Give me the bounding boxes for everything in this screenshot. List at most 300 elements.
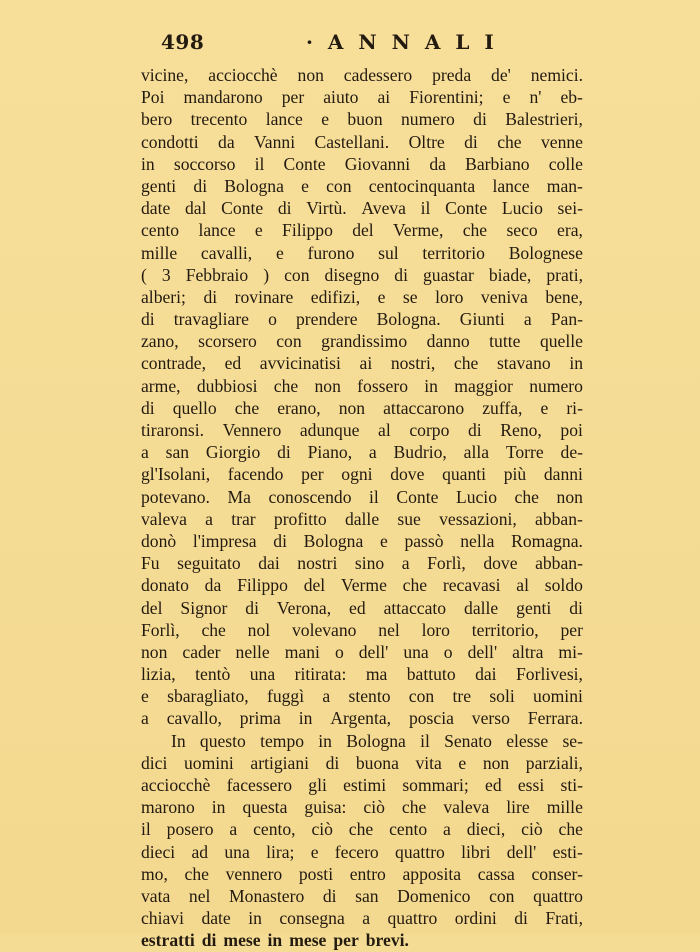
- word: ad: [191, 841, 209, 862]
- word: vennero: [225, 863, 283, 884]
- word: Piano,: [307, 442, 353, 463]
- word: nostri,: [390, 353, 436, 374]
- word: il: [420, 198, 431, 219]
- word: di: [277, 198, 292, 219]
- word: seguitato: [177, 553, 241, 574]
- word: mandarono: [183, 87, 263, 108]
- word: al: [516, 575, 529, 596]
- word: di: [141, 397, 155, 418]
- word: di: [273, 530, 287, 551]
- word: e: [310, 841, 319, 862]
- word: man-: [546, 175, 583, 196]
- text-line: [141, 707, 583, 729]
- text-line: [141, 286, 583, 308]
- word: mo,: [141, 863, 168, 884]
- text-line: [141, 619, 583, 641]
- word: elesse: [506, 730, 549, 751]
- word: di: [193, 175, 208, 196]
- word: dieci,: [466, 819, 506, 840]
- word: vita: [415, 752, 442, 773]
- word: Verona,: [276, 597, 332, 618]
- word: mille: [141, 242, 178, 263]
- word: facendo: [227, 464, 284, 485]
- word: de': [491, 65, 511, 85]
- word: e: [301, 175, 309, 196]
- word: ciò: [363, 797, 385, 818]
- word: bene,: [545, 286, 583, 307]
- word: dalle: [344, 508, 380, 529]
- word: Reno,: [500, 420, 542, 440]
- word: sei-: [557, 198, 583, 219]
- word: fuggì: [266, 686, 305, 707]
- word: dell': [467, 641, 498, 662]
- word: stavano: [496, 353, 551, 374]
- word: in: [141, 153, 155, 174]
- word: conoscendo: [268, 486, 352, 507]
- word: a: [443, 819, 451, 840]
- word: posti: [298, 863, 334, 884]
- word: o: [443, 641, 453, 662]
- word: che: [401, 797, 427, 818]
- word: questo: [199, 730, 246, 751]
- word: e: [321, 109, 330, 130]
- word: adunque: [299, 420, 360, 440]
- word: scorsero: [198, 331, 257, 352]
- word: ed: [224, 353, 242, 374]
- word: l'impresa: [192, 530, 257, 551]
- word: de-: [560, 442, 583, 463]
- word: alla: [463, 442, 490, 463]
- word: conser-: [531, 863, 583, 884]
- word: Senato: [444, 730, 492, 751]
- word: facessero: [226, 775, 293, 795]
- word: ogni: [341, 464, 373, 485]
- word: che: [273, 375, 299, 396]
- word: numero: [529, 375, 583, 396]
- word: e: [540, 397, 549, 418]
- word: quello: [172, 397, 217, 418]
- text-line: [141, 86, 583, 108]
- text-line: [141, 463, 583, 485]
- word: che: [453, 353, 479, 374]
- word: Conte: [283, 153, 326, 174]
- word: profitto: [273, 508, 327, 529]
- word: Romagna.: [511, 530, 583, 551]
- word: ri-: [566, 397, 583, 418]
- word: di: [464, 131, 478, 152]
- word: una: [403, 641, 429, 662]
- word: di: [322, 885, 337, 906]
- word: apposita: [402, 863, 462, 884]
- word: soli: [489, 686, 515, 707]
- word: a: [141, 442, 149, 463]
- word: ed: [349, 597, 366, 618]
- word: zuffa,: [482, 397, 523, 418]
- word: edifizi,: [310, 286, 361, 307]
- word: che: [348, 819, 374, 840]
- word: cento: [141, 220, 180, 241]
- word: ai: [359, 353, 373, 374]
- word: (: [141, 264, 147, 285]
- word: donò: [141, 530, 177, 551]
- word: verso: [471, 708, 510, 729]
- word: aiuto: [323, 87, 359, 108]
- word: san: [355, 885, 379, 906]
- word: per: [301, 464, 324, 485]
- word: di: [201, 930, 217, 951]
- word: Verme,: [393, 220, 444, 241]
- word: esti-: [552, 841, 583, 862]
- text-line: [141, 175, 583, 197]
- word: di: [569, 597, 583, 618]
- text-line: [141, 841, 583, 863]
- word: valeva: [141, 508, 187, 529]
- text-line: [141, 641, 583, 663]
- word: Forlì,: [427, 553, 466, 574]
- word: del: [303, 575, 326, 596]
- word: Fiorentini;: [409, 87, 484, 108]
- text-line: [141, 929, 583, 951]
- word: del: [352, 220, 374, 241]
- word: cavallo,: [166, 708, 222, 729]
- word: tre: [452, 686, 472, 707]
- word: vicine,: [141, 65, 189, 85]
- word: estratti: [141, 930, 195, 951]
- word: uomini: [183, 752, 234, 773]
- word: parziali,: [525, 752, 583, 773]
- word: nelle: [235, 641, 270, 662]
- word: nel: [378, 619, 400, 640]
- word: cassa: [477, 863, 515, 884]
- word: Giorgio: [205, 442, 261, 463]
- word: ciò: [311, 819, 333, 840]
- word: trar: [231, 508, 256, 529]
- word: a: [141, 708, 149, 729]
- word: centocinquanta: [368, 175, 476, 196]
- word: con: [408, 686, 435, 707]
- word: Bolognese: [508, 242, 583, 263]
- word: Domenico: [397, 885, 471, 906]
- word: quelle: [539, 331, 583, 352]
- word: lizia,: [141, 664, 176, 685]
- word: guisa:: [304, 797, 347, 818]
- word: Castellani.: [314, 131, 390, 152]
- word: quattro: [533, 885, 583, 906]
- text-line: [141, 730, 583, 752]
- word: Bologna: [224, 175, 284, 196]
- word: posero: [166, 819, 214, 840]
- word: prati,: [546, 264, 583, 285]
- text-line: [141, 885, 583, 907]
- text-line: [141, 597, 583, 619]
- word: Vennero: [222, 420, 282, 440]
- word: cavalli,: [200, 242, 253, 263]
- word: non: [556, 486, 583, 507]
- word: Fu: [141, 553, 160, 574]
- word: abban-: [535, 553, 583, 574]
- word: genti: [516, 597, 552, 618]
- word: in: [298, 708, 313, 729]
- word: di: [473, 109, 487, 130]
- word: Giovanni: [344, 153, 411, 174]
- word: soccorso: [173, 153, 236, 174]
- word: in: [318, 730, 332, 751]
- word: Barbiano: [465, 153, 530, 174]
- word: corpo: [409, 420, 450, 440]
- word: marono: [141, 797, 195, 818]
- word: Conte: [445, 198, 488, 219]
- word: Budrio,: [393, 442, 447, 463]
- word: mi-: [558, 641, 583, 662]
- word: da: [429, 153, 446, 174]
- word: prima: [239, 708, 281, 729]
- word: una: [224, 841, 250, 862]
- word: trecento: [190, 109, 248, 130]
- word: non: [141, 641, 168, 662]
- word: Conte: [396, 486, 439, 507]
- word: sul: [378, 242, 399, 263]
- word: nol: [247, 619, 271, 640]
- word: libri: [461, 841, 491, 862]
- word: numero: [401, 109, 455, 130]
- word: valeva: [443, 797, 490, 818]
- word: nella: [460, 530, 495, 551]
- word: lira;: [266, 841, 295, 862]
- word: a: [205, 508, 213, 529]
- word: dell': [358, 641, 389, 662]
- word: zano,: [141, 331, 179, 352]
- word: per: [560, 619, 583, 640]
- word: non: [314, 375, 341, 396]
- word: più: [503, 464, 527, 485]
- word: Bologna.: [376, 309, 441, 330]
- word: per: [333, 930, 359, 951]
- word: per: [281, 87, 305, 108]
- word: ritirata:: [294, 664, 347, 685]
- word: una: [249, 664, 276, 685]
- word: bero: [141, 109, 173, 130]
- word: Argenta,: [330, 708, 392, 729]
- text-line: [141, 907, 583, 929]
- word: e: [379, 530, 388, 551]
- word: in: [267, 930, 283, 951]
- word: passò: [404, 530, 444, 551]
- word: maggior: [454, 375, 513, 396]
- word: mese: [289, 930, 327, 951]
- word: da: [204, 575, 222, 596]
- word: e: [458, 752, 467, 773]
- text-line: [141, 308, 583, 330]
- word: essi: [517, 775, 545, 795]
- word: questa: [242, 797, 288, 818]
- word: non: [297, 65, 324, 85]
- word: ordini: [454, 908, 497, 929]
- word: il: [141, 819, 151, 840]
- word: guastar: [423, 264, 474, 285]
- word: dalle: [464, 597, 499, 618]
- word: nostri: [297, 553, 338, 574]
- word: territorio: [422, 242, 485, 263]
- word: nel: [188, 885, 211, 906]
- word: che: [514, 486, 539, 507]
- word: recavasi: [442, 575, 501, 596]
- text-line: [141, 375, 583, 397]
- word: date: [141, 198, 171, 219]
- text-line: [141, 530, 583, 552]
- text-line: [141, 508, 583, 530]
- word: dieci: [141, 841, 176, 862]
- word: prendere: [295, 309, 358, 330]
- word: cader: [182, 641, 221, 662]
- word: da: [218, 131, 235, 152]
- word: e: [502, 87, 511, 108]
- word: il: [254, 153, 265, 174]
- word: Verme: [340, 575, 387, 596]
- word: cento: [389, 819, 428, 840]
- text-line: [141, 863, 583, 885]
- word: dai: [475, 664, 497, 685]
- word: artigiani: [250, 752, 310, 773]
- text-line: [141, 685, 583, 707]
- body-text: [141, 64, 583, 952]
- word: Conte: [221, 198, 264, 219]
- text-line: [141, 352, 583, 374]
- text-line: [141, 419, 583, 441]
- word: arme,: [141, 375, 181, 396]
- word: con: [489, 885, 515, 906]
- word: attaccarono: [383, 397, 465, 418]
- text-line: [141, 264, 583, 286]
- word: Giunti: [459, 309, 505, 330]
- word: a: [362, 908, 371, 929]
- word: In: [171, 730, 186, 751]
- word: erano,: [277, 397, 321, 418]
- word: lire: [506, 797, 530, 818]
- word: ma: [365, 664, 388, 685]
- text-line: [141, 108, 583, 130]
- word: Febbraio: [185, 264, 249, 285]
- word: 3: [161, 264, 171, 285]
- word: e: [275, 242, 284, 263]
- word: Forlì,: [141, 619, 180, 640]
- word: Pan-: [550, 309, 583, 330]
- word: che: [402, 575, 428, 596]
- word: di: [141, 309, 155, 330]
- word: mille: [546, 797, 583, 818]
- word: preda: [432, 65, 472, 85]
- word: di: [468, 420, 482, 440]
- word: condotti: [141, 131, 199, 152]
- word: Filippo: [282, 220, 333, 241]
- word: quattro: [395, 841, 445, 862]
- word: a: [523, 309, 532, 330]
- word: altra: [512, 641, 544, 662]
- text-line: [141, 219, 583, 241]
- word: con: [276, 331, 302, 352]
- word: Poi: [141, 87, 165, 108]
- word: e: [141, 686, 149, 707]
- text-line: [141, 574, 583, 596]
- word: nemici.: [530, 65, 583, 85]
- word: genti: [141, 175, 177, 196]
- word: in: [211, 797, 226, 818]
- text-line: [141, 752, 583, 774]
- word: sino: [354, 553, 385, 574]
- word: che: [558, 819, 583, 840]
- word: ed: [485, 775, 502, 795]
- word: gli: [308, 775, 327, 795]
- text-line: [141, 153, 583, 175]
- word: se-: [562, 730, 583, 751]
- word: vessazioni,: [439, 508, 517, 529]
- word: di: [203, 286, 218, 307]
- word: in: [424, 375, 438, 396]
- word: Monastero: [229, 885, 305, 906]
- word: di: [245, 597, 259, 618]
- word: dubbiosi: [196, 375, 258, 396]
- word: mese: [223, 930, 261, 951]
- word: Oltre: [408, 131, 445, 152]
- word: che: [234, 397, 260, 418]
- word: se: [402, 286, 418, 307]
- word: vata: [141, 885, 171, 906]
- word: che: [462, 220, 488, 241]
- text-line: [141, 774, 583, 796]
- word: Aveva: [361, 198, 406, 219]
- word: sti-: [560, 775, 583, 795]
- word: lance: [265, 109, 303, 130]
- word: poi: [560, 420, 583, 440]
- running-title: · A N N A L I: [306, 30, 498, 54]
- word: il: [369, 486, 379, 507]
- word: che: [497, 131, 522, 152]
- word: tiraronsi.: [141, 420, 205, 440]
- text-line: [141, 663, 583, 685]
- word: Signor: [180, 597, 228, 618]
- word: cento,: [253, 819, 296, 840]
- word: contrade,: [141, 353, 206, 374]
- word: o: [334, 641, 344, 662]
- word: dove: [390, 464, 425, 485]
- word: poscia: [408, 708, 454, 729]
- word: venne: [540, 131, 583, 152]
- word: sommari;: [402, 775, 469, 795]
- word: donato: [141, 575, 189, 596]
- word: e: [254, 220, 263, 241]
- word: seco: [506, 220, 538, 241]
- word: sbaragliato,: [167, 686, 249, 707]
- word: Lucio: [455, 486, 497, 507]
- word: stento: [348, 686, 391, 707]
- word: biade,: [488, 264, 532, 285]
- word: mani: [284, 641, 320, 662]
- word: quanti: [442, 464, 487, 485]
- word: colle: [548, 153, 583, 174]
- word: soldo: [544, 575, 583, 596]
- word: Vanni: [254, 131, 296, 152]
- text-line: [141, 131, 583, 153]
- word: disegno: [324, 264, 380, 285]
- word: estimi: [343, 775, 387, 795]
- word: Balestrieri,: [505, 109, 583, 130]
- word: tutte: [489, 331, 521, 352]
- word: di: [325, 752, 340, 773]
- word: grandissimo: [321, 331, 408, 352]
- text-line: [141, 486, 583, 508]
- word: Bologna: [303, 530, 364, 551]
- word: rovinare: [234, 286, 294, 307]
- word: buon: [347, 109, 383, 130]
